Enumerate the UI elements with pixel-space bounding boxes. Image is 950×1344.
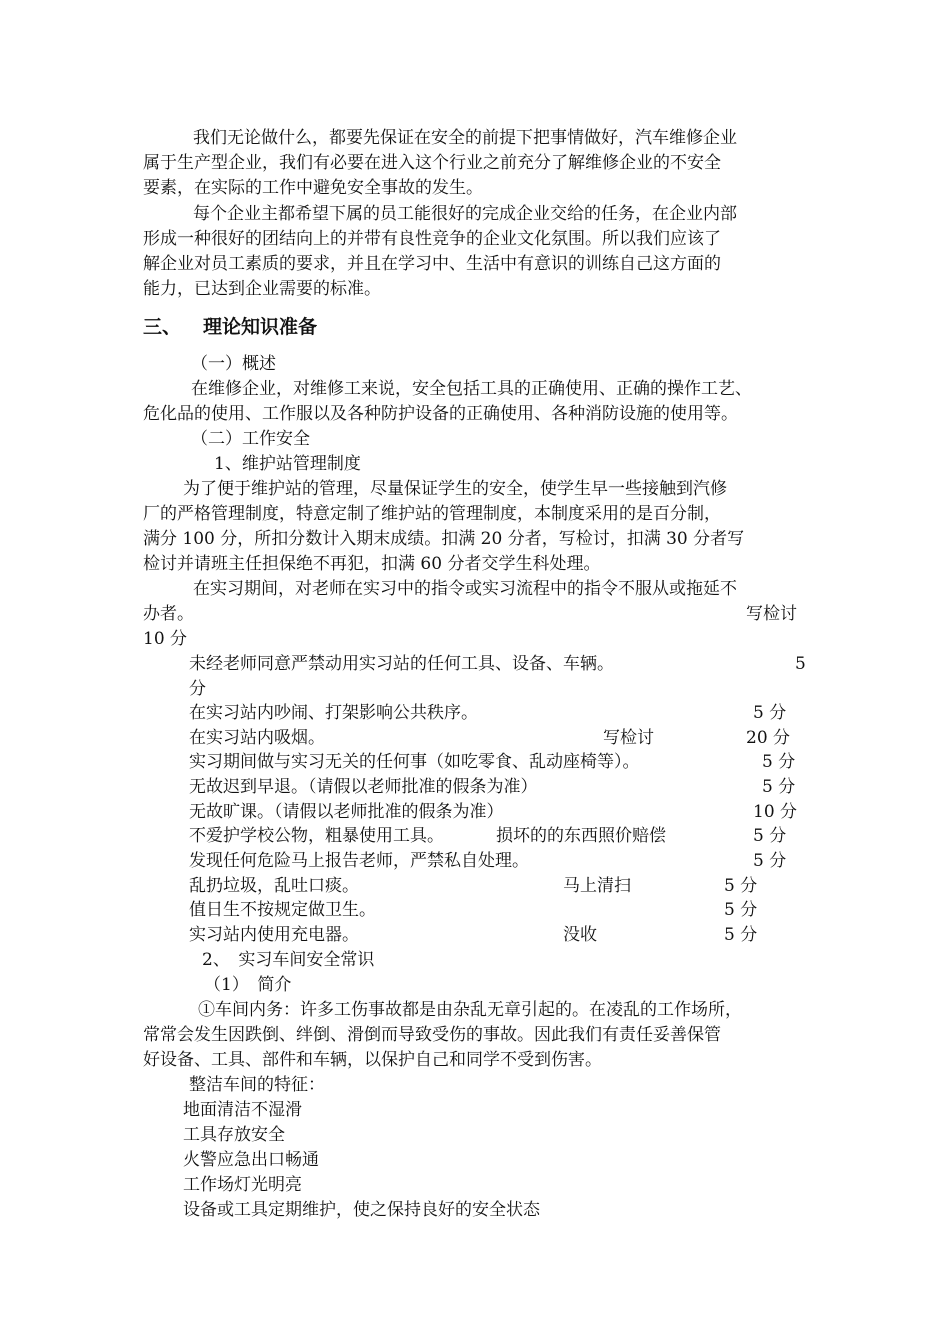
rule-item: 在实习站内吸烟。	[189, 728, 325, 748]
rule-points: 20 分	[746, 728, 791, 748]
housekeeping-line3: 好设备、工具、部件和车辆，以保护自己和同学不受到伤害。	[143, 1050, 602, 1070]
rule-1-line1: 在实习期间，对老师在实习中的指令或实习流程中的指令不服从或拖延不	[193, 579, 737, 599]
rule-item: 实习期间做与实习无关的任何事（如吃零食、乱动座椅等）。	[189, 752, 640, 772]
housekeeping-line1: ①车间内务：许多工伤事故都是由杂乱无章引起的。在凌乱的工作场所，	[198, 1000, 742, 1020]
housekeeping-line2: 常常会发生因跌倒、绊倒、滑倒而导致受伤的事故。因此我们有责任妥善保管	[143, 1025, 721, 1045]
section-title: 理论知识准备	[203, 316, 318, 338]
rule-action: 没收	[563, 925, 597, 945]
overview-line1: 在维修企业，对维修工来说，安全包括工具的正确使用、正确的操作工艺、	[191, 379, 752, 399]
rule-2-points-number: 5	[795, 654, 806, 674]
feature-item: 地面清洁不湿滑	[183, 1100, 302, 1120]
rule-2-text: 未经老师同意严禁动用实习站的任何工具、设备、车辆。	[189, 654, 614, 674]
overview-heading: （一）概述	[191, 354, 276, 374]
rule-points: 5 分	[753, 703, 787, 723]
rule-item: 值日生不按规定做卫生。	[189, 900, 376, 920]
rule-points: 5 分	[753, 851, 787, 871]
rule-action: 损坏的的东西照价赔偿	[496, 826, 666, 846]
rule-points: 5 分	[762, 777, 796, 797]
rule-points: 5 分	[753, 826, 787, 846]
rule-points: 5 分	[724, 876, 758, 896]
feature-item: 工具存放安全	[183, 1125, 285, 1145]
rules-intro-line1: 为了便于维护站的管理，尽量保证学生的安全，使学生早一些接触到汽修	[183, 479, 727, 499]
section-number: 三、	[143, 316, 182, 338]
intro-heading: （1） 简介	[204, 975, 292, 995]
rule-item: 无故旷课。（请假以老师批准的假条为准）	[189, 802, 504, 822]
rules-intro-line4: 检讨并请班主任担保绝不再犯，扣满 60 分者交学生科处理。	[143, 554, 601, 574]
rule-action: 写检讨	[603, 728, 654, 748]
subsection-1-title: 1、维护站管理制度	[214, 454, 361, 474]
rule-1-line2: 办者。	[143, 604, 194, 624]
rule-2-points-unit: 分	[189, 679, 206, 699]
rule-item: 无故迟到早退。（请假以老师批准的假条为准）	[189, 777, 538, 797]
rule-points: 10 分	[753, 802, 798, 822]
work-safety-heading: （二）工作安全	[191, 429, 310, 449]
rule-1-points: 10 分	[143, 629, 188, 649]
rules-intro-line2: 厂的严格管理制度，特意定制了维护站的管理制度，本制度采用的是百分制，	[143, 504, 721, 524]
rule-points: 5 分	[762, 752, 796, 772]
intro-p1-line3: 要素，在实际的工作中避免安全事故的发生。	[143, 178, 483, 198]
rule-points: 5 分	[724, 925, 758, 945]
intro-p1-line1: 我们无论做什么，都要先保证在安全的前提下把事情做好，汽车维修企业	[193, 128, 737, 148]
rules-intro-line3: 满分 100 分，所扣分数计入期末成绩。扣满 20 分者，写检讨，扣满 30 分者写	[143, 529, 745, 549]
subsection-2-title: 2、 实习车间安全常识	[202, 950, 375, 970]
intro-p2-line3: 解企业对员工素质的要求，并且在学习中、生活中有意识的训练自己这方面的	[143, 254, 721, 274]
feature-item: 工作场灯光明亮	[183, 1175, 302, 1195]
rule-1-action: 写检讨	[746, 604, 797, 624]
rule-item: 发现任何危险马上报告老师，严禁私自处理。	[189, 851, 529, 871]
rule-item: 在实习站内吵闹、打架影响公共秩序。	[189, 703, 478, 723]
rule-item: 乱扔垃圾，乱吐口痰。	[189, 876, 359, 896]
intro-p1-line2: 属于生产型企业，我们有必要在进入这个行业之前充分了解维修企业的不安全	[143, 153, 721, 173]
rule-action: 马上清扫	[563, 876, 631, 896]
intro-p2-line1: 每个企业主都希望下属的员工能很好的完成企业交给的任务，在企业内部	[193, 204, 737, 224]
feature-item: 设备或工具定期维护，使之保持良好的安全状态	[183, 1200, 540, 1220]
features-heading: 整洁车间的特征：	[189, 1075, 325, 1095]
intro-p2-line2: 形成一种很好的团结向上的并带有良性竞争的企业文化氛围。所以我们应该了	[143, 229, 721, 249]
intro-p2-line4: 能力，已达到企业需要的标准。	[143, 279, 381, 299]
rule-item: 实习站内使用充电器。	[189, 925, 359, 945]
rule-item: 不爱护学校公物，粗暴使用工具。	[189, 826, 444, 846]
feature-item: 火警应急出口畅通	[183, 1150, 319, 1170]
overview-line2: 危化品的使用、工作服以及各种防护设备的正确使用、各种消防设施的使用等。	[143, 404, 738, 424]
rule-points: 5 分	[724, 900, 758, 920]
